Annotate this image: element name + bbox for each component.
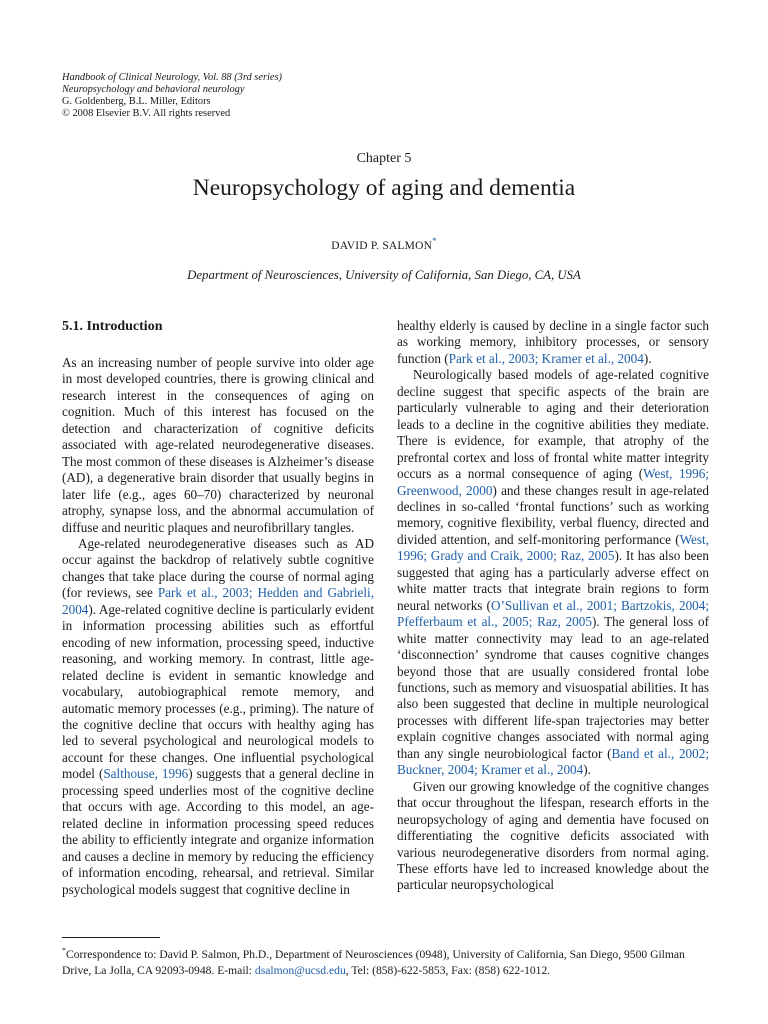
paragraph: healthy elderly is caused by decline in a single factor such as working memory, inhibitory processes, or sensory function (Park et al., 2003; Kramer et al., 2004). bbox=[397, 318, 709, 366]
section-heading: 5.1. Introduction bbox=[62, 319, 163, 334]
footnote-mark: * bbox=[62, 946, 66, 955]
paragraph: Age-related neurodegenerative diseases such as AD occur against the backdrop of relatively subtle cognitive changes that take place during the course of normal aging (for reviews, see Park et al., 2003; Hedden and Gabrieli, 2004). Age-related cognitive decline is particularly evident in information processing abilities such as effortful encoding of new information, processing speed, inductive reasoning, and working memory. In contrast, little age-related decline is evident in semantic knowledge and vocabulary, autobiographical remote memory, and automatic memory processes (e.g., priming). The nature of the cognitive decline that occurs with healthy aging has led to several psychological and neurological models to account for these changes. One influential psychological model (Salthouse, 1996) suggests that a general decline in processing speed underlies most of the cognitive decline that occurs with age. According to this model, an age-related decline in information processing speed reduces the ability to efficiently integrate and organize information and causes a decline in memory by reducing the efficiency of information encoding, rehearsal, and retrieval. Similar psychological models suggest that cognitive decline in bbox=[62, 535, 374, 897]
footnote-divider bbox=[62, 937, 160, 938]
citation-link[interactable]: West, 1996; Grady and Craik, 2000; Raz, 2005 bbox=[397, 531, 709, 564]
journal-subtitle: Neuropsychology and behavioral neurology bbox=[62, 84, 245, 95]
paper-title: Neuropsychology of aging and dementia bbox=[192, 175, 576, 201]
author-name: DAVID P. SALMON bbox=[331, 239, 433, 252]
citation-link[interactable]: West, 1996; Greenwood, 2000 bbox=[397, 466, 709, 498]
paragraph: Given our growing knowledge of the cognitive changes that occur throughout the lifespan, research efforts in the neuropsychology of aging and dementia have focused on differentiating the cognitive deficits associated with various neurodegenerative disorders from normal aging. These efforts have led to increased knowledge about the particular neuropsychological bbox=[397, 778, 709, 893]
paragraph: As an increasing number of people survive into older age in most developed countries, there is growing clinical and research interest in the consequences of aging on cognition. Much of this interest has focused on the detection and characterization of cognitive deficits associated with age-related neurodegenerative diseases. The most common of these diseases is Alzheimer’s disease (AD), a degenerative brain disorder that usually begins in later life (e.g., ages 60–70) characterized by neuronal atrophy, synapse loss, and the abnormal accumulation of diffuse and neuritic plaques and neurofibrillary tangles. bbox=[62, 355, 374, 535]
running-header bbox=[62, 72, 282, 120]
chapter-label: Chapter 5 bbox=[356, 151, 412, 166]
copyright: © 2008 Elsevier B.V. All rights reserved bbox=[62, 108, 231, 119]
affiliation: Department of Neurosciences, University of California, San Diego, CA, USA bbox=[187, 268, 581, 282]
citation-link[interactable]: O’Sullivan et al., 2001; Bartzokis, 2004; Pfefferbaum et al., 2005; Raz, 2005 bbox=[397, 597, 710, 630]
author-footnote-mark[interactable]: * bbox=[432, 236, 437, 246]
citation-link[interactable]: Salthouse, 1996 bbox=[103, 766, 189, 782]
journal-title: Handbook of Clinical Neurology, Vol. 88 (3rd series) bbox=[62, 72, 283, 83]
citation-link[interactable]: Park et al., 2003; Hedden and Gabrieli, 2004 bbox=[62, 585, 374, 617]
footnote: *Correspondence to: David P. Salmon, Ph.D., Department of Neurosciences (0948), University of California, San Diego, 9500 Gilman Drive, La Jolla, CA 92093-0948. E-mail: dsalmon@ucsd.edu, Tel: (858)-622-5853, Fax: (858) 622-1012. bbox=[62, 946, 685, 977]
paragraph: Neurologically based models of age-related cognitive decline suggest that specific aspects of the brain are particularly vulnerable to aging and their deterioration leads to a decline in the cognitive abilities they mediate. There is evidence, for example, that atrophy of the prefrontal cortex and loss of frontal white matter integrity occurs as a normal consequence of aging (West, 1996; Greenwood, 2000) and these changes result in age-related declines in so-called ‘frontal functions’ such as working memory, cognitive flexibility, verbal fluency, directed and divided attention, and self-monitoring performance (West, 1996; Grady and Craik, 2000; Raz, 2005). It has also been suggested that aging has a particularly adverse effect on white matter tracts that integrate brain regions to form neural networks (O’Sullivan et al., 2001; Bartzokis, 2004; Pfefferbaum et al., 2005; Raz, 2005). The general loss of white matter connectivity may lead to an age-related ‘disconnection’ syndrome that causes cognitive changes beyond those that are usually considered frontal lobe functions, such as memory and visuospatial abilities. It has also been suggested that decline in multiple neurological processes with different life-span trajectories may better explain cognitive changes associated with normal aging than any single neurobiological factor (Band et al., 2002; Buckner, 2004; Kramer et al., 2004). bbox=[397, 367, 710, 778]
left-column bbox=[62, 318, 374, 898]
right-column bbox=[397, 318, 709, 894]
editors: G. Goldenberg, B.L. Miller, Editors bbox=[62, 96, 211, 107]
citation-link[interactable]: Park et al., 2003; Kramer et al., 2004 bbox=[448, 350, 644, 366]
citation-link[interactable]: Band et al., 2002; Buckner, 2004; Kramer et al., 2004 bbox=[397, 745, 709, 778]
author-line bbox=[0, 236, 768, 252]
email-link[interactable]: dsalmon@ucsd.edu bbox=[254, 963, 346, 977]
